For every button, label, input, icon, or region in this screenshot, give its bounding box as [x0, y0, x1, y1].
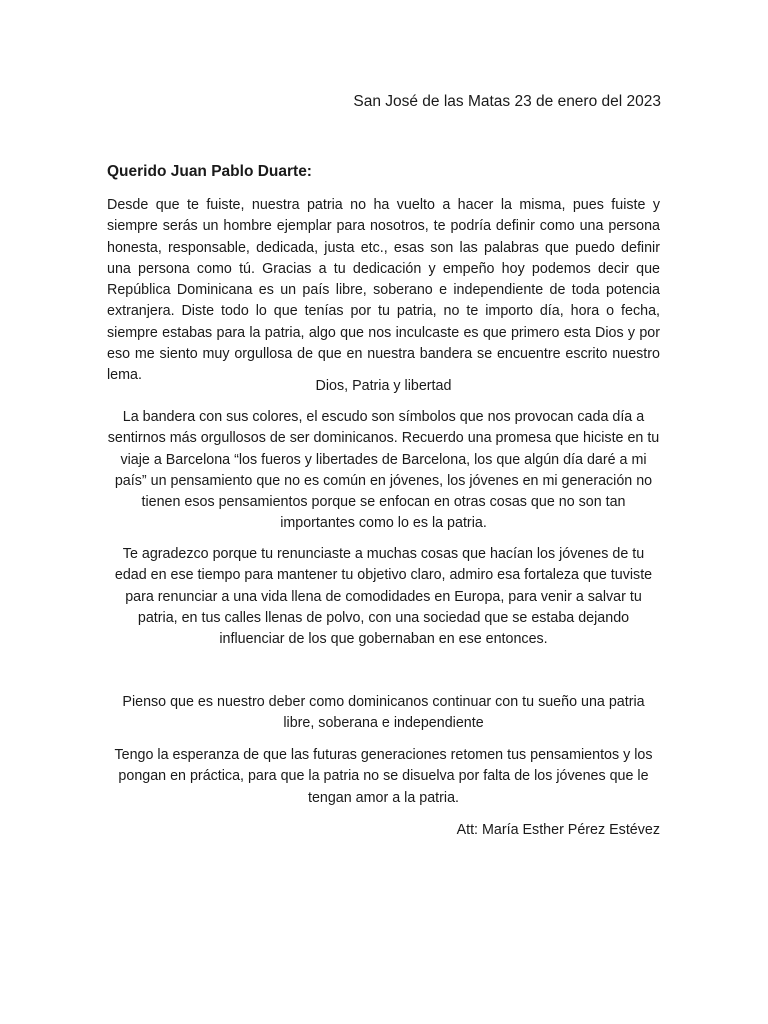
letter-paragraph-4: Pienso que es nuestro deber como dominicanos continuar con tu sueño una patria libre, soberana e independiente [122, 694, 645, 732]
letter-signature: Att: María Esther Pérez Estévez [456, 822, 660, 838]
letter-motto: Dios, Patria y libertad [315, 378, 452, 394]
letter-paragraph-2: La bandera con sus colores, el escudo son símbolos que nos provocan cada día a sentirnos más orgullosos de ser dominicanos. Recuerdo una promesa que hiciste en tu viaje a Barcelona “los fueros y libertades de Barcelona, los que algún día daré a mi país” un pensamiento que no es común en jóvenes, los jóvenes en mi generación no tienen esos pensamientos porque se enfocan en otras cosas que no son tan importantes como lo es la patria. [107, 409, 660, 532]
letter-date: San José de las Matas 23 de enero del 2023 [353, 93, 661, 110]
letter-paragraph-3: Te agradezco porque tu renunciaste a muchas cosas que hacían los jóvenes de tu edad en ese tiempo para mantener tu objetivo claro, admiro esa fortaleza que tuviste para renunciar a una vida llena de comodidades en Europa, para venir a salvar tu patria, en tus calles llenas de polvo, con una sociedad que se estaba dejando influenciar de los que gobernaban en ese entonces. [114, 546, 653, 648]
letter-salutation: Querido Juan Pablo Duarte: [107, 163, 312, 180]
letter-paragraph-1: Desde que te fuiste, nuestra patria no ha vuelto a hacer la misma, pues fuiste y siempre serás un hombre ejemplar para nosotros, te podría definir como una persona honesta, responsable, dedicada, justa etc., esas son las palabras que puedo definir una persona como tú. Gracias a tu dedicación y empeño hoy podemos decir que República Dominicana es un país libre, soberano e independiente de toda potencia extranjera. Diste todo lo que tenías por tu patria, no te importo día, hora o fecha, siempre estabas para la patria, algo que nos inculcaste es que primero esta Dios y por eso me siento muy orgullosa de que en nuestra bandera se encuentre escrito nuestro lema. [107, 197, 660, 384]
letter-paragraph-5: Tengo la esperanza de que las futuras generaciones retomen tus pensamientos y los pongan en práctica, para que la patria no se disuelva por falta de los jóvenes que le tengan amor a la patria. [114, 747, 653, 806]
